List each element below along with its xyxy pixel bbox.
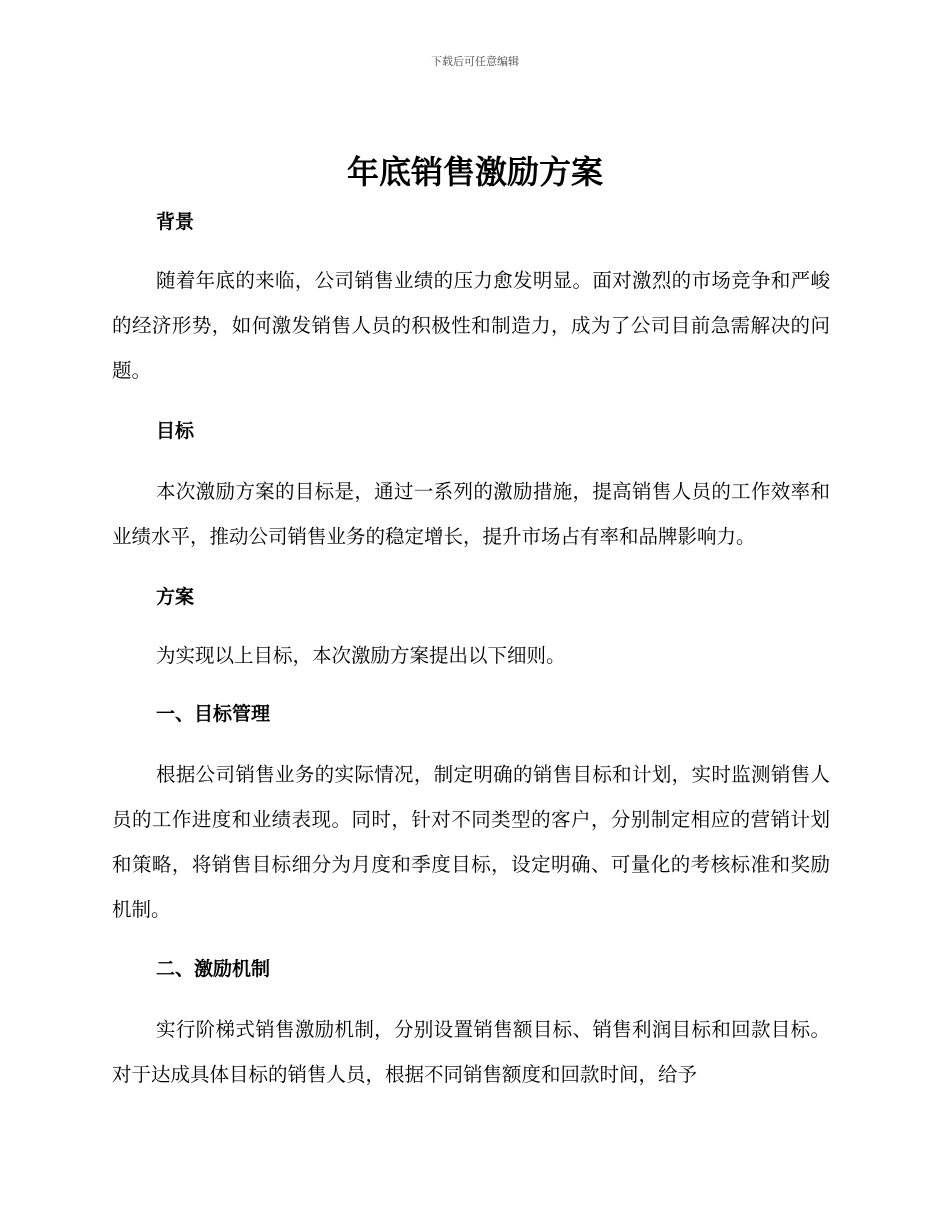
section-paragraph-incentive-mechanism: 实行阶梯式销售激励机制，分别设置销售额目标、销售利润目标和回款目标。对于达成具体目标的销售人员，根据不同销售额度和回款时间，给予 xyxy=(112,1018,830,1086)
section-paragraph-background: 随着年底的来临，公司销售业绩的压力愈发明显。面对激烈的市场竞争和严峻的经济形势，如何激发销售人员的积极性和制造力，成为了公司目前急需解决的问题。 xyxy=(112,269,830,382)
section-heading-background: 背景 xyxy=(156,211,195,233)
page-header-note: 下载后可任意编辑 xyxy=(431,55,519,68)
section-heading-plan: 方案 xyxy=(156,586,195,608)
document-body xyxy=(112,200,830,1097)
section-heading-target-management: 一、目标管理 xyxy=(156,703,271,725)
document-title: 年底销售激励方案 xyxy=(346,153,603,191)
section-paragraph-goal: 本次激励方案的目标是，通过一系列的激励措施，提高销售人员的工作效率和业绩水平，推动公司销售业务的稳定增长，提升市场占有率和品牌影响力。 xyxy=(112,480,830,548)
section-paragraph-plan: 为实现以上目标，本次激励方案提出以下细则。 xyxy=(156,644,566,667)
section-paragraph-target-management: 根据公司销售业务的实际情况，制定明确的销售目标和计划，实时监测销售人员的工作进度和业绩表现。同时，针对不同类型的客户，分别制定相应的营销计划和策略，将销售目标细分为月度和季度目标，设定明确、可量化的考核标准和奖励机制。 xyxy=(112,763,830,921)
section-heading-incentive-mechanism: 二、激励机制 xyxy=(156,958,271,980)
section-heading-goal: 目标 xyxy=(156,420,195,442)
